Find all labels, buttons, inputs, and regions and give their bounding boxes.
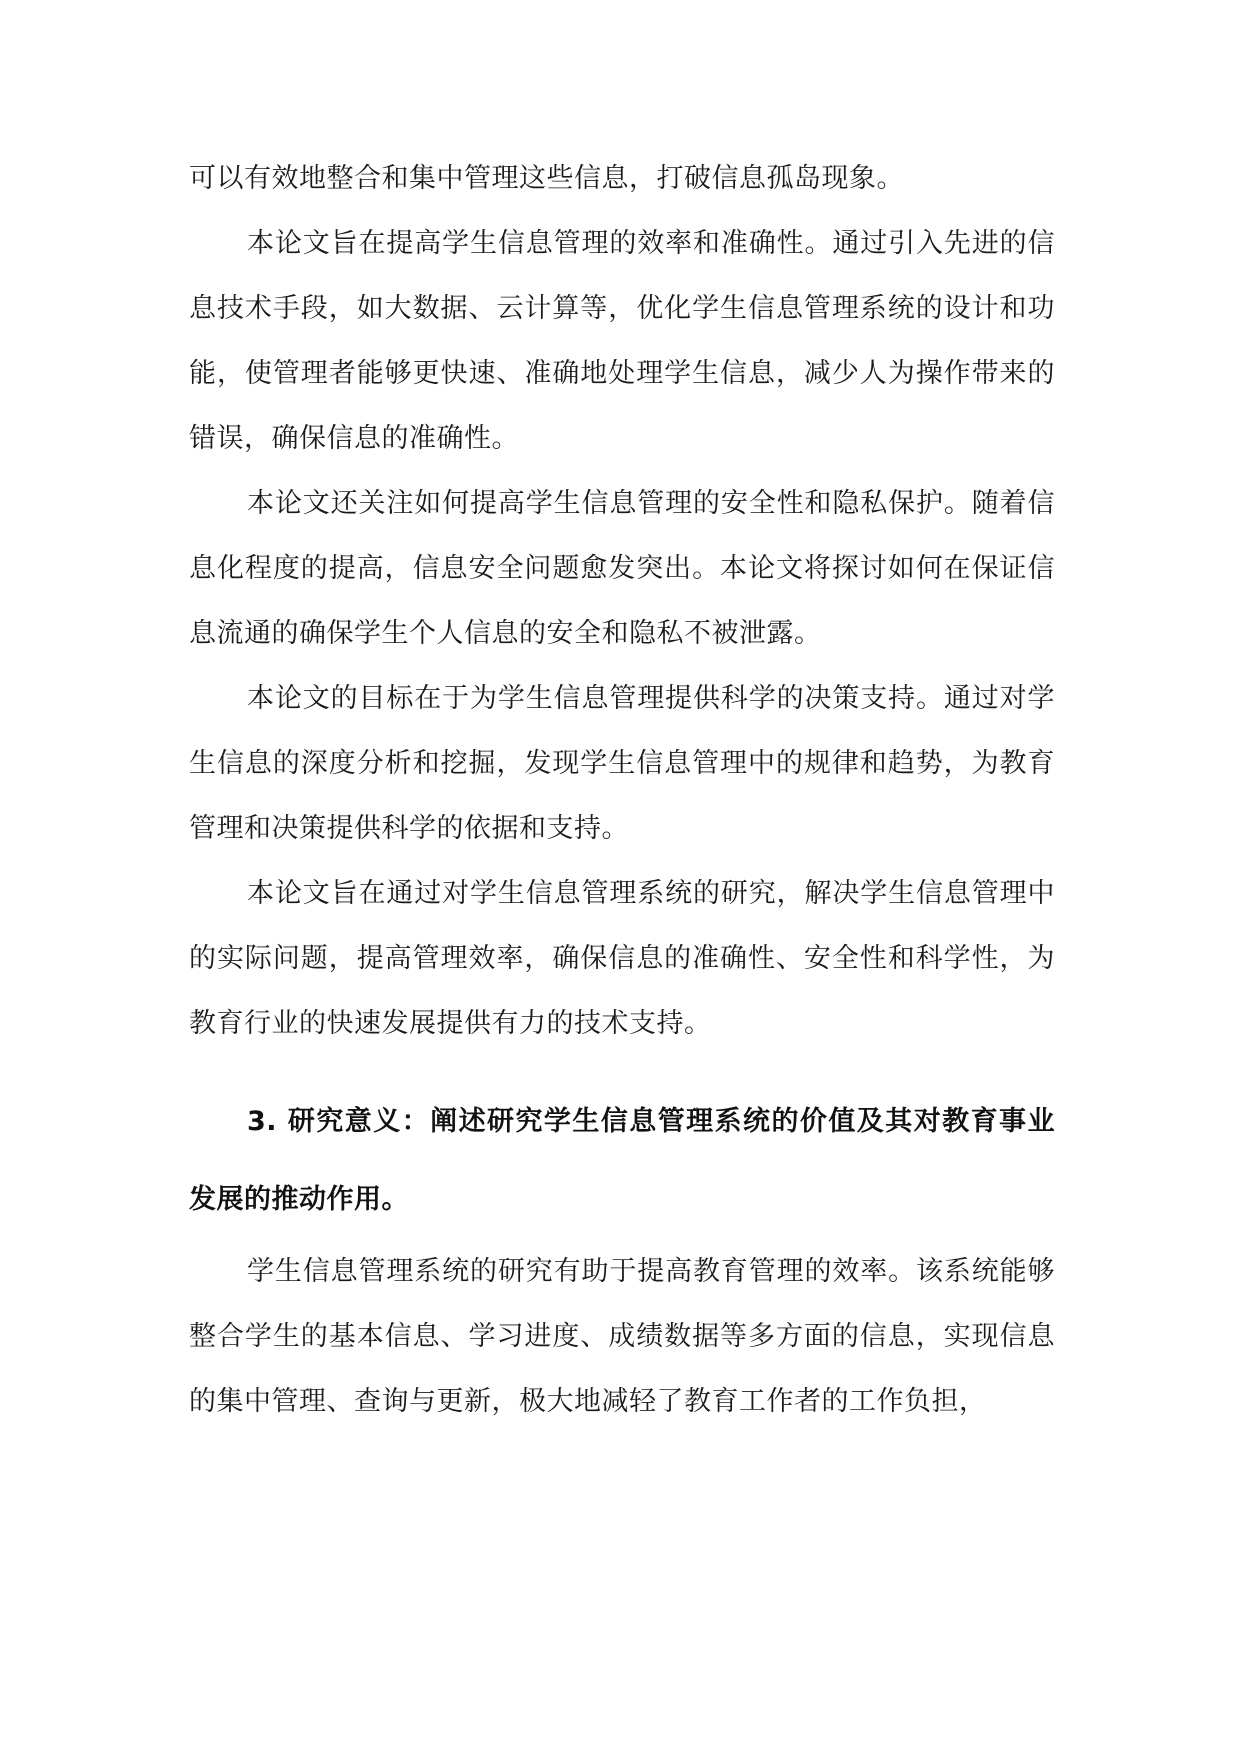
- paragraph-summary: 本论文旨在通过对学生信息管理系统的研究，解决学生信息管理中的实际问题，提高管理效率，确保信息的准确性、安全性和科学性，为教育行业的快速发展提供有力的技术支持。: [189, 878, 1055, 1039]
- paragraph-security-privacy: 本论文还关注如何提高学生信息管理的安全性和隐私保护。随着信息化程度的提高，信息安全问题愈发突出。本论文将探讨如何在保证信息流通的确保学生个人信息的安全和隐私不被泄露。: [189, 488, 1055, 649]
- document-body: [189, 146, 1055, 1434]
- paragraph-significance-efficiency: 学生信息管理系统的研究有助于提高教育管理的效率。该系统能够整合学生的基本信息、学习进度、成绩数据等多方面的信息，实现信息的集中管理、查询与更新，极大地减轻了教育工作者的工作负担，: [189, 1256, 1055, 1417]
- section-heading-research-significance: 3. 研究意义：阐述研究学生信息管理系统的价值及其对教育事业发展的推动作用。: [189, 1106, 1055, 1215]
- paragraph-decision-support: 本论文的目标在于为学生信息管理提供科学的决策支持。通过对学生信息的深度分析和挖掘，发现学生信息管理中的规律和趋势，为教育管理和决策提供科学的依据和支持。: [189, 683, 1055, 844]
- paragraph-efficiency-goal: 本论文旨在提高学生信息管理的效率和准确性。通过引入先进的信息技术手段，如大数据、云计算等，优化学生信息管理系统的设计和功能，使管理者能够更快速、准确地处理学生信息，减少人为操作带来的错误，确保信息的准确性。: [189, 228, 1055, 454]
- paragraph-continued: 可以有效地整合和集中管理这些信息，打破信息孤岛现象。: [189, 163, 904, 194]
